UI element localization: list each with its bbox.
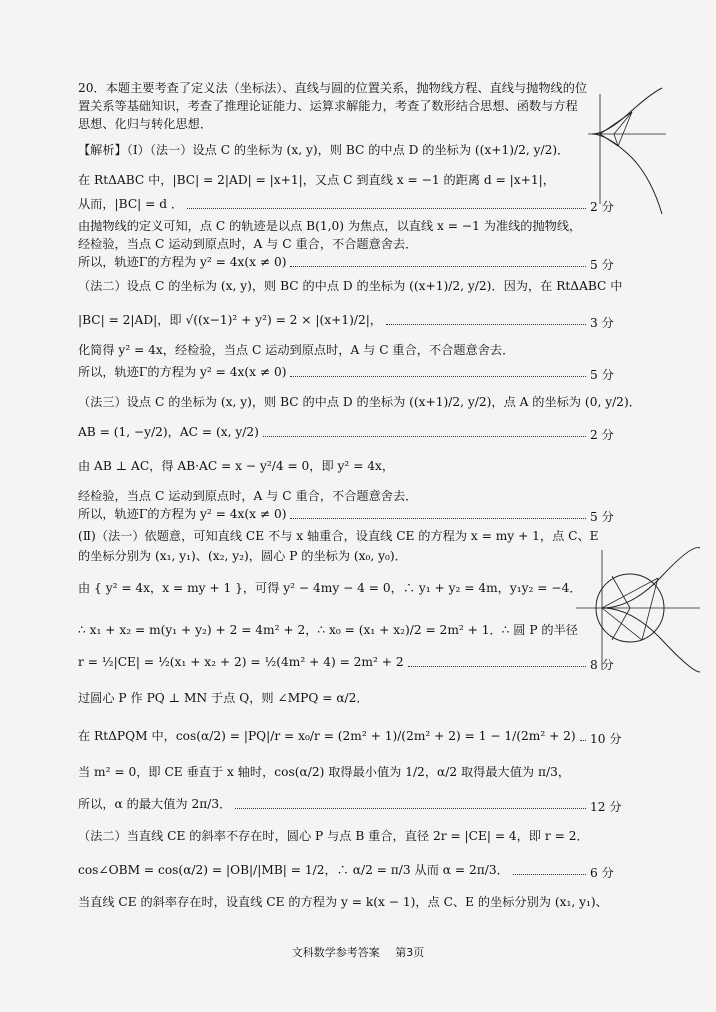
dot-leader xyxy=(290,266,586,267)
text-line: 从而，|BC| = d ． xyxy=(78,197,184,211)
dot-leader xyxy=(290,376,586,377)
text-line: 所以，轨迹Γ的方程为 y² = 4x(x ≠ 0) xyxy=(78,255,287,269)
dot-leader xyxy=(580,740,586,741)
text-line: AB = (1, −y/2)，AC = (x, y/2) xyxy=(78,425,259,439)
text-line: 【解析】（Ⅰ）（法一）设点 C 的坐标为 (x, y)，则 BC 的中点 D 的坐标为 ((x+1)/2, y/2)． xyxy=(78,143,570,157)
text-line: cos∠OBM = cos(α/2) = |OB|/|MB| = 1/2，∴ α/2 = π/3 从而 α = 2π/3． xyxy=(78,863,509,877)
text-line: 经检验，当点 C 运动到原点时，A 与 C 重合，不合题意舍去． xyxy=(78,489,418,503)
text-line: （法三）设点 C 的坐标为 (x, y)，则 BC 的中点 D 的坐标为 ((x+1)/2, y/2)，点 A 的坐标为 (0, y/2)． xyxy=(78,395,641,409)
footer-title: 文科数学参考答案 xyxy=(291,946,380,959)
score-points: 5 分 xyxy=(590,510,614,524)
dot-leader xyxy=(290,518,586,519)
text-line: |BC| = 2|AD|，即 √((x−1)² + y²) = 2 × |(x+1)/2|， xyxy=(78,313,382,327)
dot-leader xyxy=(386,324,586,325)
dot-leader xyxy=(513,874,586,875)
score-points: 5 分 xyxy=(590,258,614,272)
text-line: 当直线 CE 的斜率存在时，设直线 CE 的方程为 y = k(x − 1)，点 C、E 的坐标分别为 (x₁, y₁)、 xyxy=(78,895,608,909)
text-line: 由 AB ⊥ AC，得 AB·AC = x − y²/4 = 0，即 y² = 4x， xyxy=(78,459,395,473)
text-line: 由抛物线的定义可知，点 C 的轨迹是以点 B(1,0) 为焦点，以直线 x = −1 为准线的抛物线， xyxy=(78,219,582,233)
text-line: （法二）当直线 CE 的斜率不存在时，圆心 P 与点 B 重合，直径 2r = |CE| = 4，即 r = 2． xyxy=(78,829,589,843)
text-line: 由 { y² = 4x，x = my + 1 }，可得 y² − 4my − 4 = 0，∴ y₁ + y₂ = 4m，y₁y₂ = −4． xyxy=(78,581,582,595)
text-line: 20．本题主要考查了定义法（坐标法）、直线与圆的位置关系，抛物线方程、直线与抛物线的位 xyxy=(78,81,588,95)
score-points: 2 分 xyxy=(590,200,614,214)
text-line: 在 RtΔPQM 中，cos(α/2) = |PQ|/r = x₀/r = (2m² + 1)/(2m² + 2) = 1 − 1/(2m² + 2) xyxy=(78,729,576,743)
text-line: 所以，α 的最大值为 2π/3． xyxy=(78,797,232,811)
text-line: 的坐标分别为 (x₁, y₁)、(x₂, y₂)，圆心 P 的坐标为 (x₀, y₀)． xyxy=(78,549,407,563)
dot-leader xyxy=(408,666,586,667)
text-line: 在 RtΔABC 中，|BC| = 2|AD| = |x+1|，又点 C 到直线 x = −1 的距离 d = |x+1|， xyxy=(78,173,555,187)
text-line: 思想、化归与转化思想． xyxy=(78,117,213,131)
score-points: 2 分 xyxy=(590,428,614,442)
text-line: 经检验，当点 C 运动到原点时，A 与 C 重合，不合题意舍去． xyxy=(78,237,418,251)
page-footer xyxy=(0,944,716,960)
text-line: 过圆心 P 作 PQ ⊥ MN 于点 Q，则 ∠MPQ = α/2． xyxy=(78,691,369,705)
text-line: ∴ x₁ + x₂ = m(y₁ + y₂) + 2 = 4m² + 2，∴ x₀ = (x₁ + x₂)/2 = 2m² + 1．∴ 圆 P 的半径 xyxy=(78,623,578,637)
score-points: 12 分 xyxy=(590,800,622,814)
dot-leader xyxy=(235,808,586,809)
text-line: (Ⅱ)（法一）依题意，可知直线 CE 不与 x 轴重合，设直线 CE 的方程为 x = my + 1，点 C、E xyxy=(78,529,599,543)
score-points: 3 分 xyxy=(590,316,614,330)
text-line: 化简得 y² = 4x，经检验，当点 C 运动到原点时，A 与 C 重合，不合题意舍去． xyxy=(78,343,515,357)
text-line: r = ½|CE| = ½(x₁ + x₂ + 2) = ½(4m² + 4) = 2m² + 2 xyxy=(78,655,404,669)
score-points: 8 分 xyxy=(590,658,614,672)
dot-leader xyxy=(187,208,586,209)
score-points: 10 分 xyxy=(590,732,622,746)
text-line: 置关系等基础知识，考查了推理论证能力、运算求解能力，考查了数形结合思想、函数与方程 xyxy=(78,99,578,113)
text-line: 所以，轨迹Γ的方程为 y² = 4x(x ≠ 0) xyxy=(78,507,287,521)
score-points: 5 分 xyxy=(590,368,614,382)
score-points: 6 分 xyxy=(590,866,614,880)
footer-page-number: 第3页 xyxy=(395,946,425,959)
text-line: 当 m² = 0，即 CE 垂直于 x 轴时，cos(α/2) 取得最小值为 1/2，α/2 取得最大值为 π/3， xyxy=(78,765,571,779)
text-line: （法二）设点 C 的坐标为 (x, y)，则 BC 的中点 D 的坐标为 ((x+1)/2, y/2)．因为，在 RtΔABC 中 xyxy=(78,279,623,293)
text-line: 所以，轨迹Γ的方程为 y² = 4x(x ≠ 0) xyxy=(78,365,287,379)
dot-leader xyxy=(263,436,586,437)
